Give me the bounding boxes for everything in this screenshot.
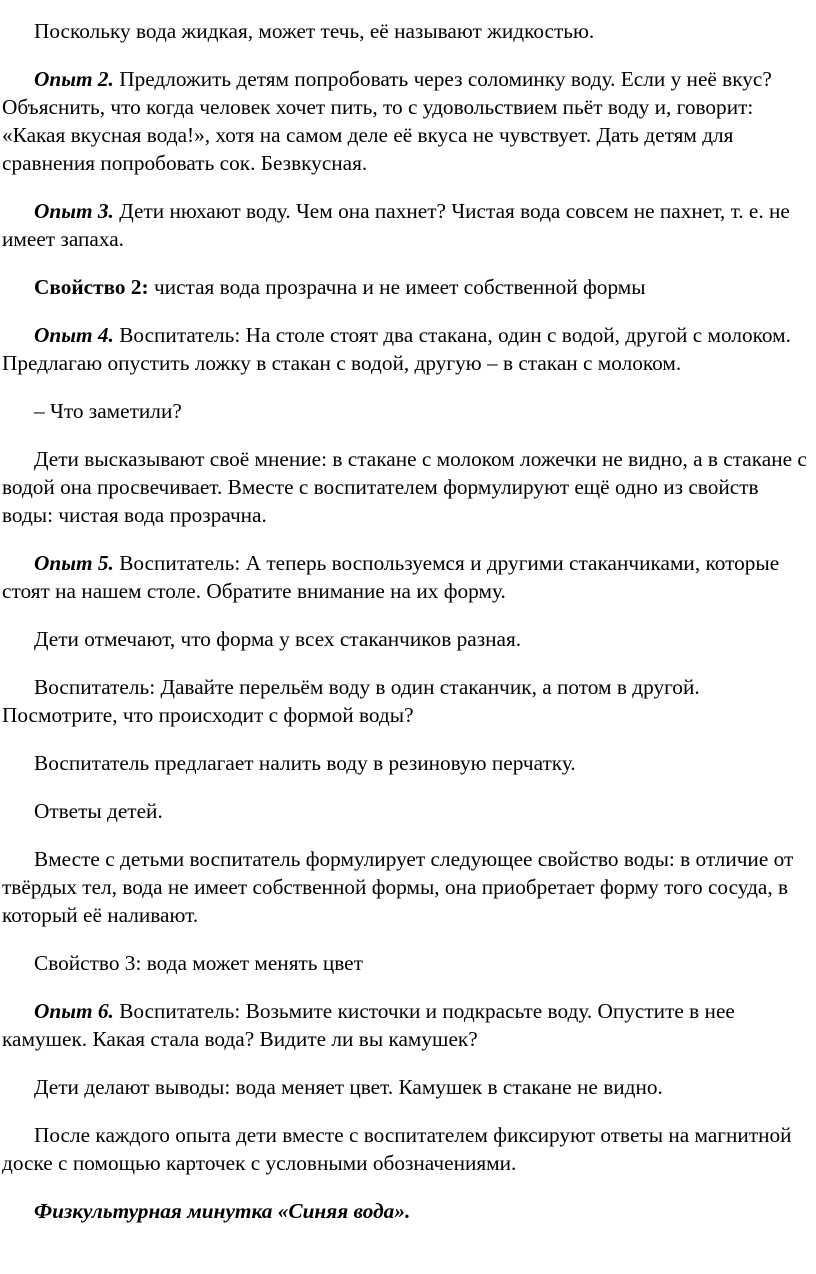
experiment-6-label: Опыт 6. [34, 999, 114, 1023]
paragraph-text: После каждого опыта дети вместе с воспитателем фиксируют ответы на магнитной доске с помощью карточек с условными обозначениями. [2, 1123, 792, 1175]
paragraph-experiment-5 [2, 549, 808, 605]
paragraph-children-opinion [2, 445, 808, 529]
experiment-3-label: Опыт 3. [34, 199, 114, 223]
paragraph-text: Дети высказывают своё мнение: в стакане с молоком ложечки не видно, а в стакане с водой она просвечивает. Вместе с воспитателем формулируют ещё одно из свойств воды: чистая вода прозрачна. [2, 447, 807, 527]
paragraph-text: Дети отмечают, что форма у всех стаканчиков разная. [34, 627, 522, 651]
heading-text: Физкультурная минутка «Синяя вода». [34, 1199, 411, 1223]
paragraph-answers [2, 797, 808, 825]
paragraph-text: Дети нюхают воду. Чем она пахнет? Чистая вода совсем не пахнет, т. е. не имеет запаха. [2, 199, 790, 251]
paragraph-property-3 [2, 949, 808, 977]
paragraph-text: – Что заметили? [34, 399, 182, 423]
paragraph-text: Воспитатель предлагает налить воду в резиновую перчатку. [34, 751, 576, 775]
paragraph-property-2 [2, 273, 808, 301]
paragraph-text: Воспитатель: На столе стоят два стакана, один с водой, другой с молоком. Предлагаю опустить ложку в стакан с водой, другую – в стакан с молоком. [2, 323, 791, 375]
paragraph-text: Поскольку вода жидкая, может течь, её называют жидкостью. [34, 19, 595, 43]
paragraph-experiment-2 [2, 65, 808, 177]
paragraph-liquid [2, 17, 808, 45]
paragraph-text: Вместе с детьми воспитатель формулирует следующее свойство воды: в отличие от твёрдых тел, вода не имеет собственной формы, она приобретает форму того сосуда, в который её наливают. [2, 847, 794, 927]
paragraph-glove [2, 749, 808, 777]
section-heading-exercise [2, 1197, 808, 1225]
paragraph-text: Свойство 3: вода может менять цвет [34, 951, 363, 975]
paragraph-question [2, 397, 808, 425]
paragraph-experiment-3 [2, 197, 808, 253]
paragraph-text: Дети делают выводы: вода меняет цвет. Камушек в стакане не видно. [34, 1075, 663, 1099]
experiment-5-label: Опыт 5. [34, 551, 114, 575]
paragraph-magnetic-board [2, 1121, 808, 1177]
paragraph-shape-property [2, 845, 808, 929]
paragraph-text: Ответы детей. [34, 799, 163, 823]
paragraph-conclusions [2, 1073, 808, 1101]
paragraph-text: Воспитатель: Возьмите кисточки и подкрасьте воду. Опустите в нее камушек. Какая стала вода? Видите ли вы камушек? [2, 999, 735, 1051]
paragraph-text: Воспитатель: Давайте перельём воду в один стаканчик, а потом в другой. Посмотрите, что происходит с формой воды? [2, 675, 700, 727]
paragraph-pour-water [2, 673, 808, 729]
property-2-label: Свойство 2: [34, 275, 149, 299]
paragraph-experiment-6 [2, 997, 808, 1053]
paragraph-experiment-4 [2, 321, 808, 377]
paragraph-children-note [2, 625, 808, 653]
experiment-4-label: Опыт 4. [34, 323, 114, 347]
paragraph-text: чистая вода прозрачна и не имеет собственной формы [148, 275, 646, 299]
paragraph-text: Воспитатель: А теперь воспользуемся и другими стаканчиками, которые стоят на нашем столе. Обратите внимание на их форму. [2, 551, 780, 603]
experiment-2-label: Опыт 2. [34, 67, 114, 91]
paragraph-text: Предложить детям попробовать через соломинку воду. Если у неё вкус? Объяснить, что когда человек хочет пить, то с удовольствием пьёт воду и, говорит: «Какая вкусная вода!», хотя на самом деле её вкуса не чувствует. Дать детям для сравнения попробовать сок. Безвкусная. [2, 67, 772, 175]
